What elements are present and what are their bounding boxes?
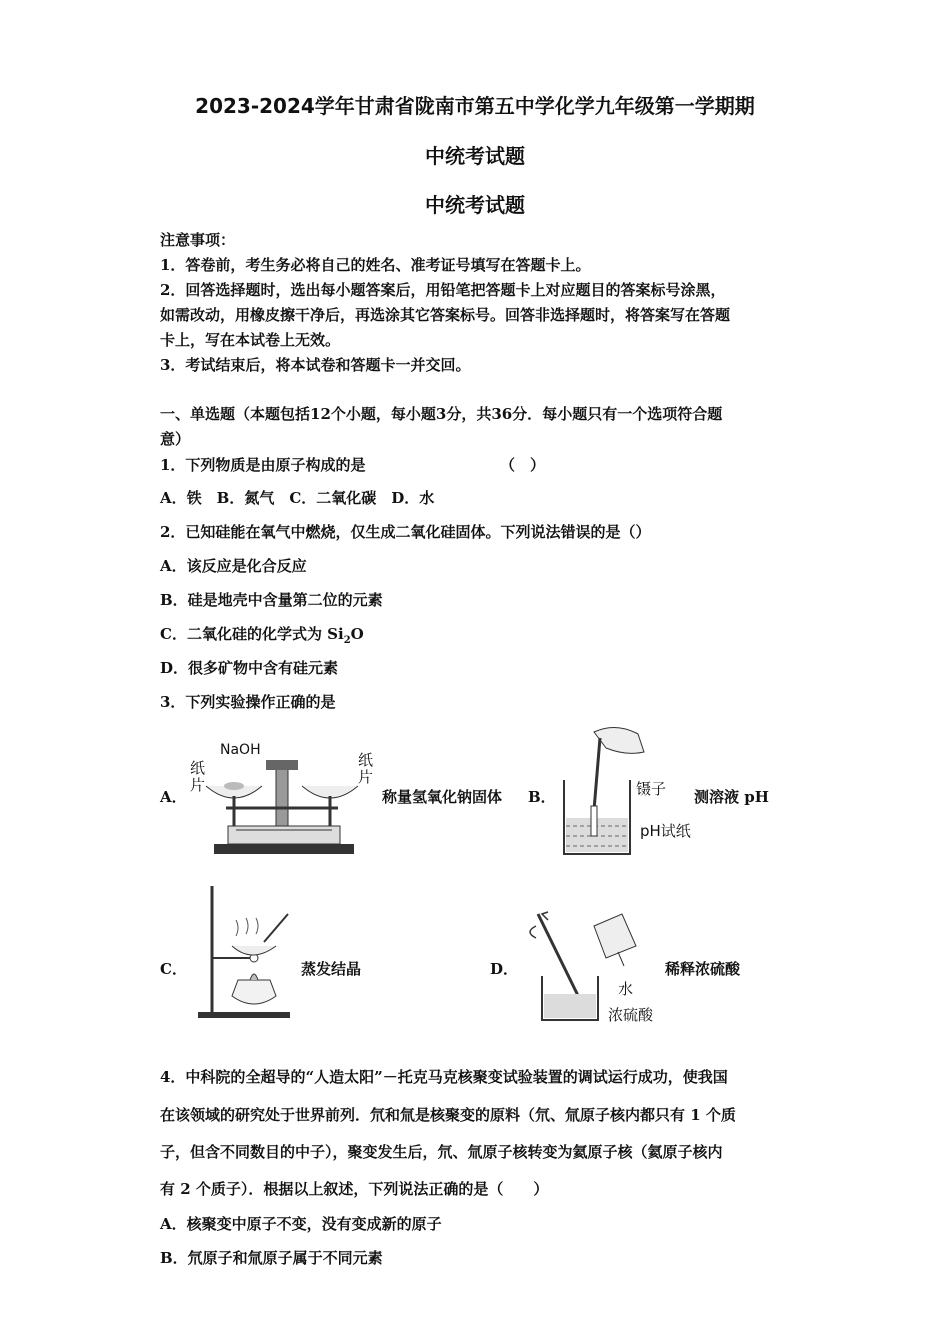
q1-answer-bracket: （ ） [500, 456, 546, 474]
q1-stem: 1．下列物质是由原子构成的是 [160, 456, 366, 474]
notice-item: 如需改动，用橡皮擦干净后，再选涂其它答案标号。回答非选择题时，将答案写在答题 [160, 306, 731, 324]
acid-label: 浓硫酸 [608, 1006, 654, 1024]
q2-option-b: B．硅是地壳中含量第二位的元素 [160, 591, 383, 609]
section-heading-line2: 意） [160, 430, 191, 448]
q4-stem-line: 在该领域的研究处于世界前列．氘和氚是核聚变的原料（氘、氚原子核内都只有 1 个质 [160, 1106, 736, 1124]
q3-option-b-caption: 测溶液 pH [694, 788, 769, 806]
notice-item: 卡上，写在本试卷上无效。 [160, 331, 341, 349]
q4-stem-line: 4．中科院的全超导的“人造太阳”－托克马克核聚变试验装置的调试运行成功，使我国 [160, 1068, 728, 1086]
q3-option-c-caption: 蒸发结晶 [301, 960, 362, 978]
q3-option-a-letter: A． [160, 788, 187, 806]
notice-heading: 注意事项： [160, 231, 236, 249]
ph-paper-label: pH试纸 [640, 822, 691, 840]
notice-item: 2．回答选择题时，选出每小题答案后，用铅笔把答题卡上对应题目的答案标号涂黑， [160, 281, 726, 299]
q3-stem: 3．下列实验操作正确的是 [160, 693, 336, 711]
q4-stem-line: 有 2 个质子）．根据以上叙述，下列说法正确的是（ ） [160, 1180, 549, 1198]
page-title: 2023-2024学年甘肃省陇南市第五中学化学九年级第一学期期 [195, 94, 755, 118]
section-heading: 一、单选题（本题包括12个小题，每小题3分，共36分．每小题只有一个选项符合题 [160, 405, 723, 423]
page-title-line2: 中统考试题 [425, 144, 525, 168]
q2-option-d: D．很多矿物中含有硅元素 [160, 659, 339, 677]
q1-options: A．铁 B．氮气 C．二氧化碳 D．水 [160, 489, 435, 507]
ph-test-figure [556, 722, 692, 864]
q2-option-a: A．该反应是化合反应 [160, 557, 307, 575]
notice-item: 1．答卷前，考生务必将自己的姓名、准考证号填写在答题卡上。 [160, 256, 591, 274]
paper-label-right: 纸片 [358, 751, 374, 786]
q4-stem-line: 子，但含不同数目的中子），聚变发生后，氘、氚原子核转变为氦原子核（氦原子核内 [160, 1143, 723, 1161]
notice-item: 3．考试结束后，将本试卷和答题卡一并交回。 [160, 356, 471, 374]
q3-option-d-letter: D． [490, 960, 519, 978]
q3-option-b-letter: B． [528, 788, 556, 806]
balance-figure [186, 738, 376, 858]
page-title-line3: 中统考试题 [425, 193, 525, 217]
tweezers-label: 镊子 [636, 780, 667, 798]
q2-stem: 2．已知硅能在氧气中燃烧，仅生成二氧化硅固体。下列说法错误的是（） [160, 523, 651, 541]
q2-option-c: C．二氧化硅的化学式为 $Si_2O$ [160, 625, 364, 646]
q4-option-a: A．核聚变中原子不变，没有变成新的原子 [160, 1215, 442, 1233]
q4-option-b: B．氘原子和氚原子属于不同元素 [160, 1249, 383, 1267]
paper-label-left: 纸片 [190, 759, 206, 794]
q3-option-c-letter: C． [160, 960, 187, 978]
evaporation-figure [192, 884, 292, 1020]
water-label: 水 [618, 980, 634, 998]
q3-option-a-caption: 称量氢氧化钠固体 [382, 788, 503, 806]
naoh-label: NaOH [220, 742, 261, 758]
q3-option-d-caption: 稀释浓硫酸 [665, 960, 741, 978]
